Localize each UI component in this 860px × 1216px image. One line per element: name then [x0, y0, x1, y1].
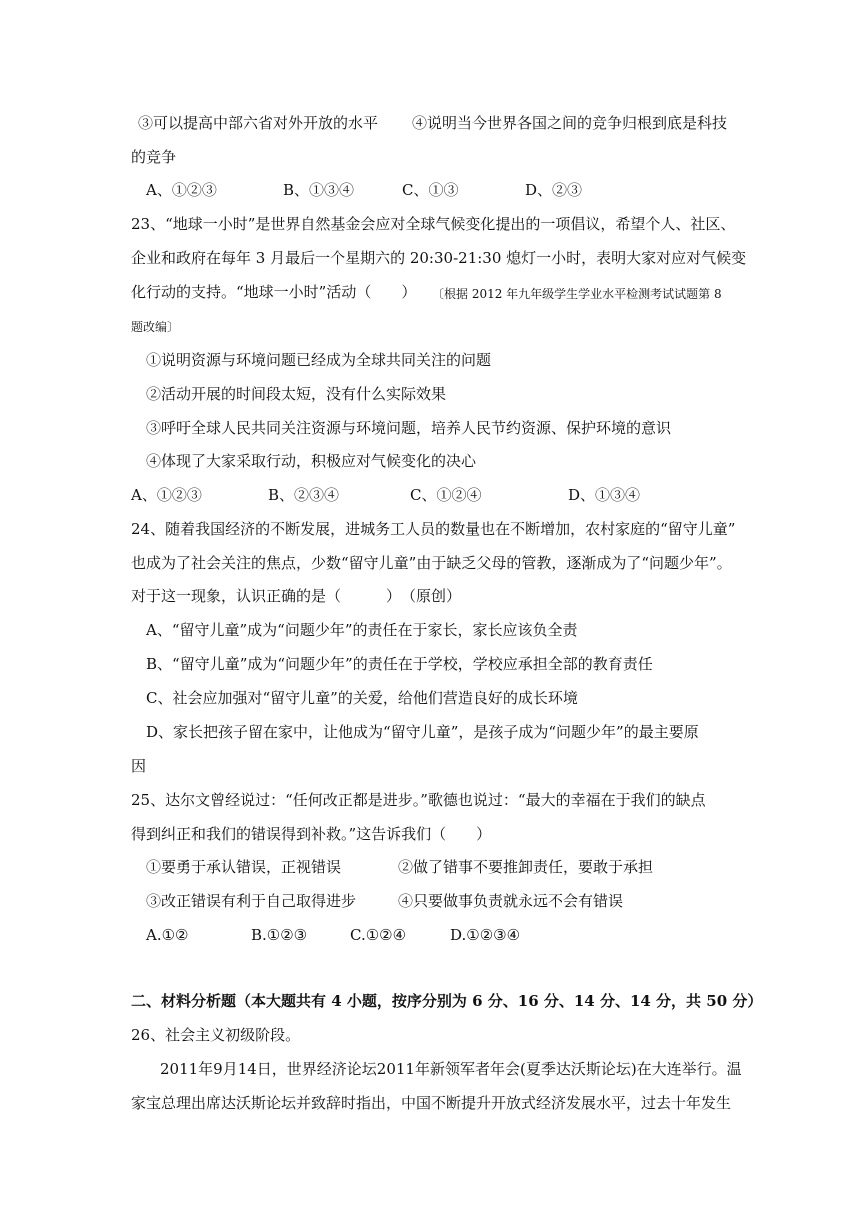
q22-statement-4-continued: 的竞争 — [131, 148, 177, 166]
q25-statement-1: ①要勇于承认错误，正视错误 — [146, 858, 342, 876]
q22-option-d: D、②③ — [525, 181, 583, 199]
q24-option-b: B、“留守儿童”成为“问题少年”的责任在于学校，学校应承担全部的教育责任 — [146, 655, 653, 673]
q25-stem-line-2: 得到纠正和我们的错误得到补救。”这告诉我们（ ） — [131, 825, 492, 843]
q25-option-c: C.①②④ — [350, 926, 407, 944]
q24-option-a: A、“留守儿童”成为“问题少年”的责任在于家长，家长应该负全责 — [146, 621, 578, 639]
q26-paragraph-line-1: 2011年9月14日，世界经济论坛2011年新领军者年会(夏季达沃斯论坛)在大连举行。温 — [160, 1060, 742, 1078]
q25-statement-2: ②做了错事不要推卸责任，要敢于承担 — [398, 858, 654, 876]
q25-stem-line-1: 25、达尔文曾经说过：“任何改正都是进步。”歌德也说过：“最大的幸福在于我们的缺点 — [131, 791, 706, 809]
q22-option-a: A、①②③ — [146, 181, 217, 199]
q23-statement-1: ①说明资源与环境问题已经成为全球共同关注的问题 — [146, 351, 492, 369]
q25-statement-4: ④只要做事负责就永远不会有错误 — [398, 892, 624, 910]
q24-stem-line-2: 也成为了社会关注的焦点，少数“留守儿童”由于缺乏父母的管教，逐渐成为了“问题少年”。 — [131, 554, 732, 572]
q23-stem-line-1: 23、“地球一小时”是世界自然基金会应对全球气候变化提出的一项倡议，希望个人、社区、 — [131, 215, 736, 233]
q23-statement-2: ②活动开展的时间段太短，没有什么实际效果 — [146, 385, 447, 403]
q26-title: 26、社会主义初级阶段。 — [131, 1026, 301, 1044]
q26-paragraph-line-2: 家宝总理出席达沃斯论坛并致辞时指出，中国不断提升开放式经济发展水平，过去十年发生 — [131, 1094, 732, 1112]
q22-option-c: C、①③ — [402, 181, 459, 199]
q23-source-line-2: 题改编〕 — [131, 320, 180, 334]
q25-option-b: B.①②③ — [251, 926, 308, 944]
q22-statement-4: ④说明当今世界各国之间的竞争归根到底是科技 — [412, 114, 728, 132]
q24-stem-line-1: 24、随着我国经济的不断发展，进城务工人员的数量也在不断增加，农村家庭的“留守儿童” — [131, 520, 736, 538]
q24-option-c: C、社会应加强对“留守儿童”的关爱，给他们营造良好的成长环境 — [146, 689, 578, 707]
q23-stem-line-2: 企业和政府在每年 3 月最后一个星期六的 20:30-21:30 熄灯一小时，表明大家对应对气候变 — [131, 249, 747, 267]
q24-option-d: D、家长把孩子留在家中，让他成为“留守儿童”，是孩子成为“问题少年”的最主要原 — [146, 723, 699, 741]
q22-option-b: B、①③④ — [283, 181, 355, 199]
q24-option-d-continued: 因 — [131, 757, 147, 775]
q22-statement-3: ③可以提高中部六省对外开放的水平 — [138, 114, 379, 132]
q23-option-b: B、②③④ — [268, 486, 340, 504]
q23-statement-4: ④体现了大家采取行动，积极应对气候变化的决心 — [146, 452, 477, 470]
q23-source-line-1: 〔根据 2012 年九年级学生学业水平检测考试试题第 8 — [432, 287, 722, 301]
q25-option-d: D.①②③④ — [450, 926, 521, 944]
q23-option-c: C、①②④ — [410, 486, 482, 504]
q24-stem-line-3: 对于这一现象，认识正确的是（ ） （原创） — [131, 587, 462, 605]
q25-option-a: A.①② — [146, 926, 189, 944]
q23-statement-3: ③呼吁全球人民共同关注资源与环境问题，培养人民节约资源、保护环境的意识 — [146, 419, 672, 437]
section-2-heading: 二、材料分析题（本大题共有 4 小题，按序分别为 6 分、16 分、14 分、14 分，共 50 分） — [131, 992, 763, 1010]
q23-option-a: A、①②③ — [131, 486, 202, 504]
q23-option-d: D、①③④ — [568, 486, 641, 504]
q23-stem-line-3: 化行动的支持。“地球一小时”活动（ ） — [131, 283, 417, 301]
q25-statement-3: ③改正错误有利于自己取得进步 — [146, 892, 357, 910]
